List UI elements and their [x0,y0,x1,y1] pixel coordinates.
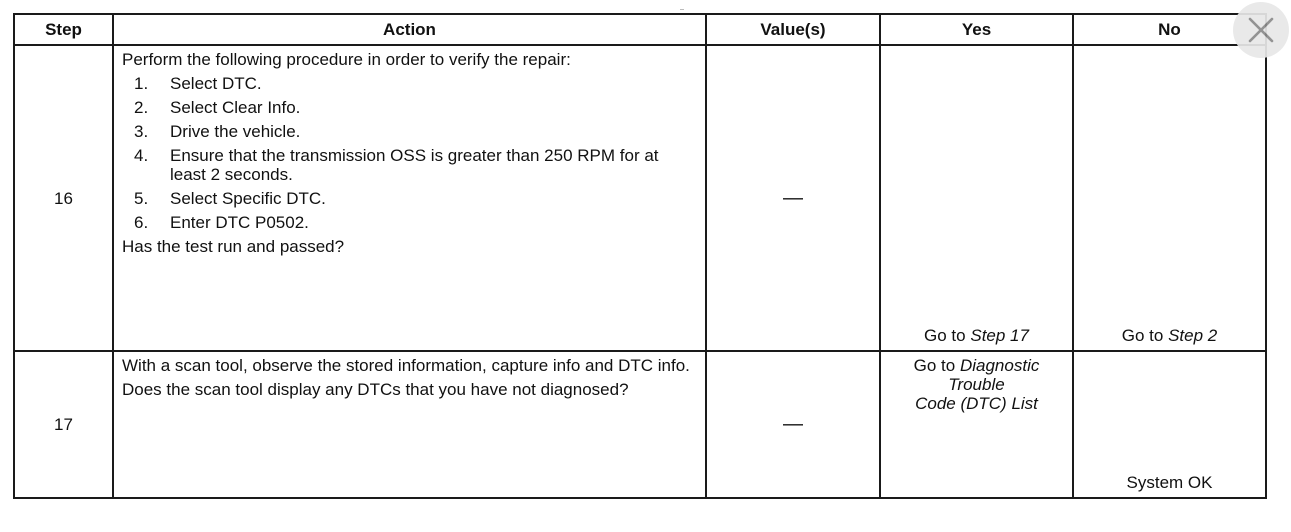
no-cell [1073,45,1266,351]
no-cell: System OK [1073,351,1266,498]
action-cell [113,351,706,498]
step-number: 17 [14,351,113,498]
list-item-number: 6. [134,213,149,232]
yes-link[interactable]: Diagnostic [959,356,1040,375]
list-item-text: Ensure that the transmission OSS is greater than 250 RPM for at least 2 seconds. [170,146,659,184]
action-question: Has the test run and passed? [122,237,345,256]
header-row [14,14,1266,45]
diagnostic-table [13,13,1267,499]
yes-cell [880,351,1073,498]
list-item-text: Drive the vehicle. [170,122,301,141]
table-row [14,45,1266,351]
header-no: No [1073,14,1266,45]
list-item-number: 2. [134,98,149,117]
procedure-list [122,74,697,232]
yes-link-line-2[interactable]: Trouble [948,375,1005,394]
header-yes: Yes [880,14,1073,45]
list-item-number: 4. [134,146,149,165]
header-action: Action [113,14,706,45]
yes-link-line-3[interactable]: Code (DTC) List [915,394,1038,413]
header-values: Value(s) [706,14,880,45]
list-item [122,98,697,117]
list-item [122,146,697,184]
close-button[interactable] [1233,2,1289,58]
action-intro: With a scan tool, observe the stored information, capture info and DTC info. [122,356,690,375]
close-icon [1247,16,1275,44]
list-item-text: Select Specific DTC. [170,189,326,208]
yes-link[interactable]: Step 17 [970,326,1029,345]
action-intro: Perform the following procedure in order to verify the repair: [122,50,571,69]
no-link[interactable]: Step 2 [1168,326,1218,345]
yes-prefix: Go to [924,326,966,345]
value-cell: — [706,351,880,498]
no-prefix: Go to [1121,326,1164,345]
list-item-text: Select DTC. [170,74,262,93]
yes-cell [880,45,1073,351]
list-item-text: Enter DTC P0502. [170,213,309,232]
list-item [122,213,697,232]
value-cell: — [706,45,880,351]
action-question: Does the scan tool display any DTCs that you have not diagnosed? [122,380,629,399]
table-row [14,351,1266,498]
list-item-number: 5. [134,189,149,208]
list-item [122,122,697,141]
list-item [122,74,697,93]
list-item [122,189,697,208]
yes-line-1 [881,356,1072,375]
scan-mark [680,9,684,10]
header-step: Step [14,14,113,45]
yes-prefix: Go to [913,356,956,375]
list-item-text: Select Clear Info. [170,98,301,117]
action-cell [113,45,706,351]
list-item-number: 1. [134,74,149,93]
step-number: 16 [14,45,113,351]
list-item-number: 3. [134,122,149,141]
